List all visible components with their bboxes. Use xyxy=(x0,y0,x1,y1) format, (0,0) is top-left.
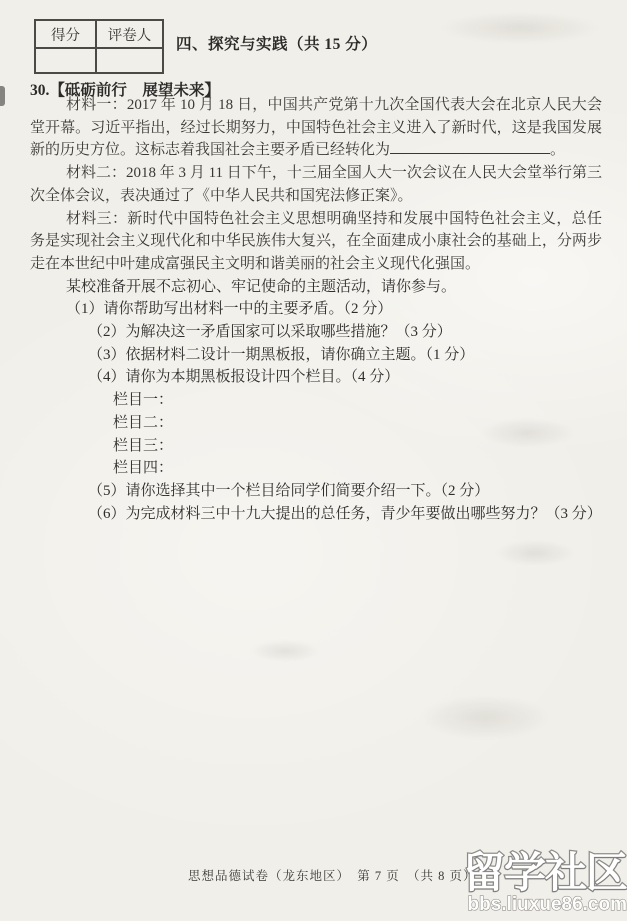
activity-intro: 某校准备开展不忘初心、牢记使命的主题活动，请你参与。 xyxy=(66,278,457,295)
material-1-period: 。 xyxy=(550,142,566,159)
material-1-text: 材料一：2017 年 10 月 18 日，中国共产党第十九次全国代表大会在北京人民大会堂开幕。习近平指出，经过长期努力，中国特色社会主义进入了新时代，这是我国发展新的历史方位。这标志着我国社会主要矛盾已经转化为 xyxy=(30,97,602,159)
sub-question-6: （6）为完成材料三中十九大提出的总任务，青少年要做出哪些努力？（3 分） xyxy=(88,505,602,522)
score-table xyxy=(34,19,164,74)
column-blank-4: 栏目四： xyxy=(113,460,174,477)
material-2-paragraph: 材料二：2018 年 3 月 11 日下午，十三届全国人大一次会议在人民大会堂举行第三次全体会议，表决通过了《中华人民共和国宪法修正案》。 xyxy=(30,165,602,204)
column-blank-2: 栏目二： xyxy=(113,414,174,431)
material-3-paragraph: 材料三：新时代中国特色社会主义思想明确坚持和发展中国特色社会主义，总任务是实现社会主义现代化和中华民族伟大复兴，在全面建成小康社会的基础上，分两步走在本世纪中叶建成富强民主文明和谐美丽的社会主义现代化强国。 xyxy=(30,210,602,272)
section-heading: 四、探究与实践（共 15 分） xyxy=(176,36,378,53)
column-blank-3: 栏目三： xyxy=(113,437,174,454)
answer-blank-line xyxy=(390,139,550,154)
scan-smudge xyxy=(495,540,575,566)
question-30-title: 30.【砥砺前行 展望未来】 xyxy=(30,82,220,99)
column-blank-1: 栏目一： xyxy=(113,392,174,409)
scan-edge-mark xyxy=(0,86,5,106)
sub-question-3: （3）依据材料二设计一期黑板报，请你确立主题。（1 分） xyxy=(88,346,475,363)
sub-question-1: （1）请你帮助写出材料一中的主要矛盾。（2 分） xyxy=(66,301,393,318)
material-1-paragraph xyxy=(30,94,602,162)
site-watermark xyxy=(452,849,627,915)
grader-value-cell xyxy=(96,48,163,73)
score-header-cell: 得分 xyxy=(35,20,96,48)
scan-smudge xyxy=(250,640,320,662)
scan-smudge xyxy=(440,12,600,44)
watermark-url: bbs.liuxue86.com xyxy=(467,894,627,915)
grader-header-cell: 评卷人 xyxy=(96,20,163,48)
question-30-body xyxy=(30,94,602,525)
sub-question-5: （5）请你选择其中一个栏目给同学们简要介绍一下。（2 分） xyxy=(88,482,490,499)
sub-question-4: （4）请你为本期黑板报设计四个栏目。（4 分） xyxy=(88,369,400,386)
watermark-logo-text: 留学社区 xyxy=(462,849,627,896)
page-footer: 思想品德试卷（龙东地区） 第 7 页 （共 8 页） xyxy=(188,869,477,883)
score-value-cell xyxy=(35,48,96,73)
scan-smudge xyxy=(420,695,550,740)
sub-question-2: （2）为解决这一矛盾国家可以采取哪些措施？（3 分） xyxy=(88,324,452,341)
